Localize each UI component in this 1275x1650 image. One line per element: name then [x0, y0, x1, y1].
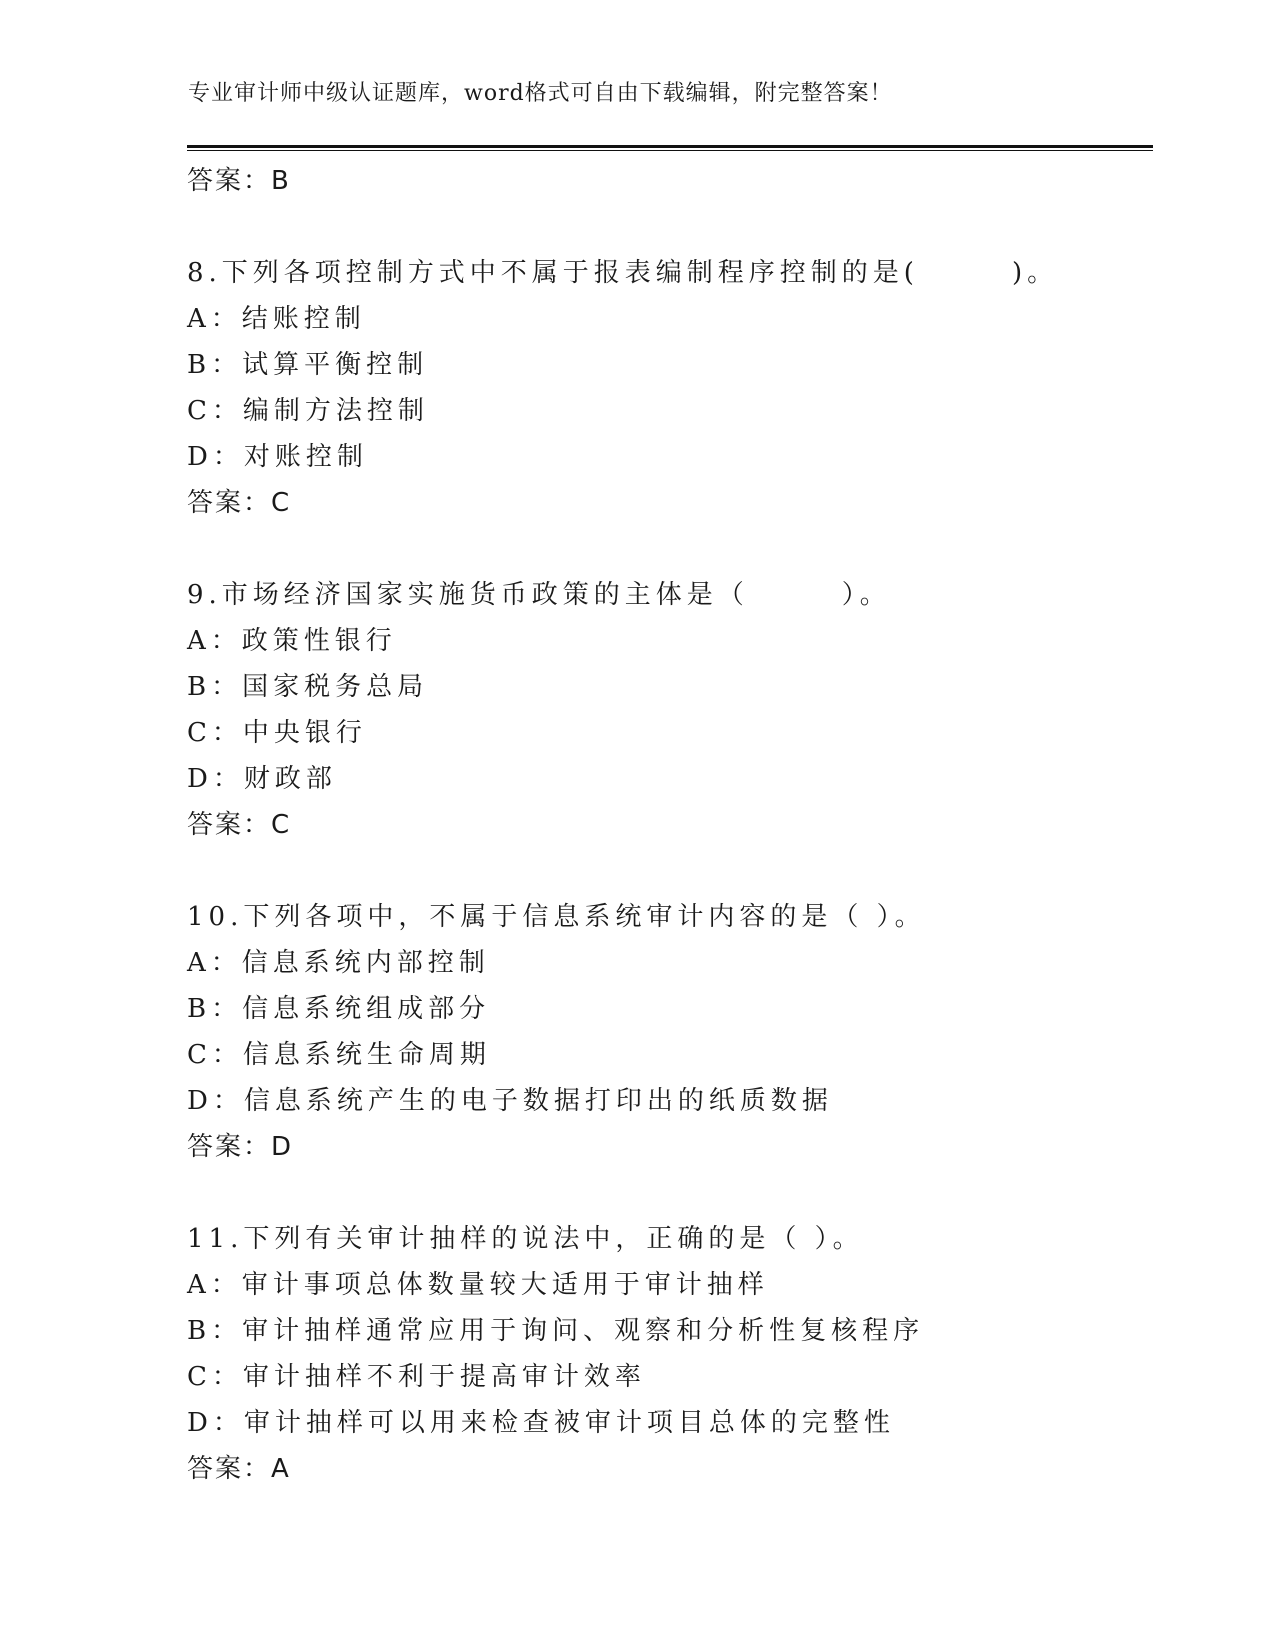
option-d: D：信息系统产生的电子数据打印出的纸质数据	[187, 1086, 833, 1116]
spacer	[187, 204, 1153, 250]
option-d: D：财政部	[187, 764, 337, 794]
answer-line: 答案：D	[187, 1132, 294, 1162]
spacer	[187, 526, 1153, 572]
option-d: D：对账控制	[187, 442, 368, 472]
option-a: A：审计事项总体数量较大适用于审计抽样	[187, 1270, 769, 1300]
question-stem: 8.下列各项控制方式中不属于报表编制程序控制的是( )。	[187, 258, 1059, 288]
header-divider-thick	[187, 145, 1153, 148]
question-11	[187, 1216, 1153, 1492]
option-b: B：审计抽样通常应用于询问、观察和分析性复核程序	[187, 1316, 925, 1346]
option-c: C：审计抽样不利于提高审计效率	[187, 1362, 646, 1392]
spacer	[187, 848, 1153, 894]
question-stem: 9.市场经济国家实施货币政策的主体是（ ）。	[187, 580, 891, 610]
header-divider	[187, 145, 1153, 151]
answer-line: 答案：B	[187, 166, 291, 196]
option-b: B：试算平衡控制	[187, 350, 429, 380]
option-a: A：信息系统内部控制	[187, 948, 490, 978]
option-b: B：国家税务总局	[187, 672, 429, 702]
option-c: C：编制方法控制	[187, 396, 429, 426]
question-list	[187, 158, 1153, 1492]
answer-line: 答案：A	[187, 1454, 291, 1484]
option-d: D：审计抽样可以用来检查被审计项目总体的完整性	[187, 1408, 895, 1438]
option-b: B：信息系统组成部分	[187, 994, 491, 1024]
answer-line: 答案：C	[187, 488, 292, 518]
answer-line: 答案：C	[187, 810, 292, 840]
question-stem: 10.下列各项中，不属于信息系统审计内容的是（ ）。	[187, 902, 926, 932]
question-stem: 11.下列有关审计抽样的说法中，正确的是（ ）。	[187, 1224, 864, 1254]
spacer	[187, 1170, 1153, 1216]
header-divider-thin	[187, 150, 1153, 151]
option-c: C：中央银行	[187, 718, 367, 748]
option-c: C：信息系统生命周期	[187, 1040, 491, 1070]
question-10	[187, 894, 1153, 1170]
option-a: A：结账控制	[187, 304, 366, 334]
page-header: 专业审计师中级认证题库，word格式可自由下载编辑，附完整答案！	[188, 81, 893, 106]
question-9	[187, 572, 1153, 848]
question-8	[187, 250, 1153, 526]
option-a: A：政策性银行	[187, 626, 397, 656]
